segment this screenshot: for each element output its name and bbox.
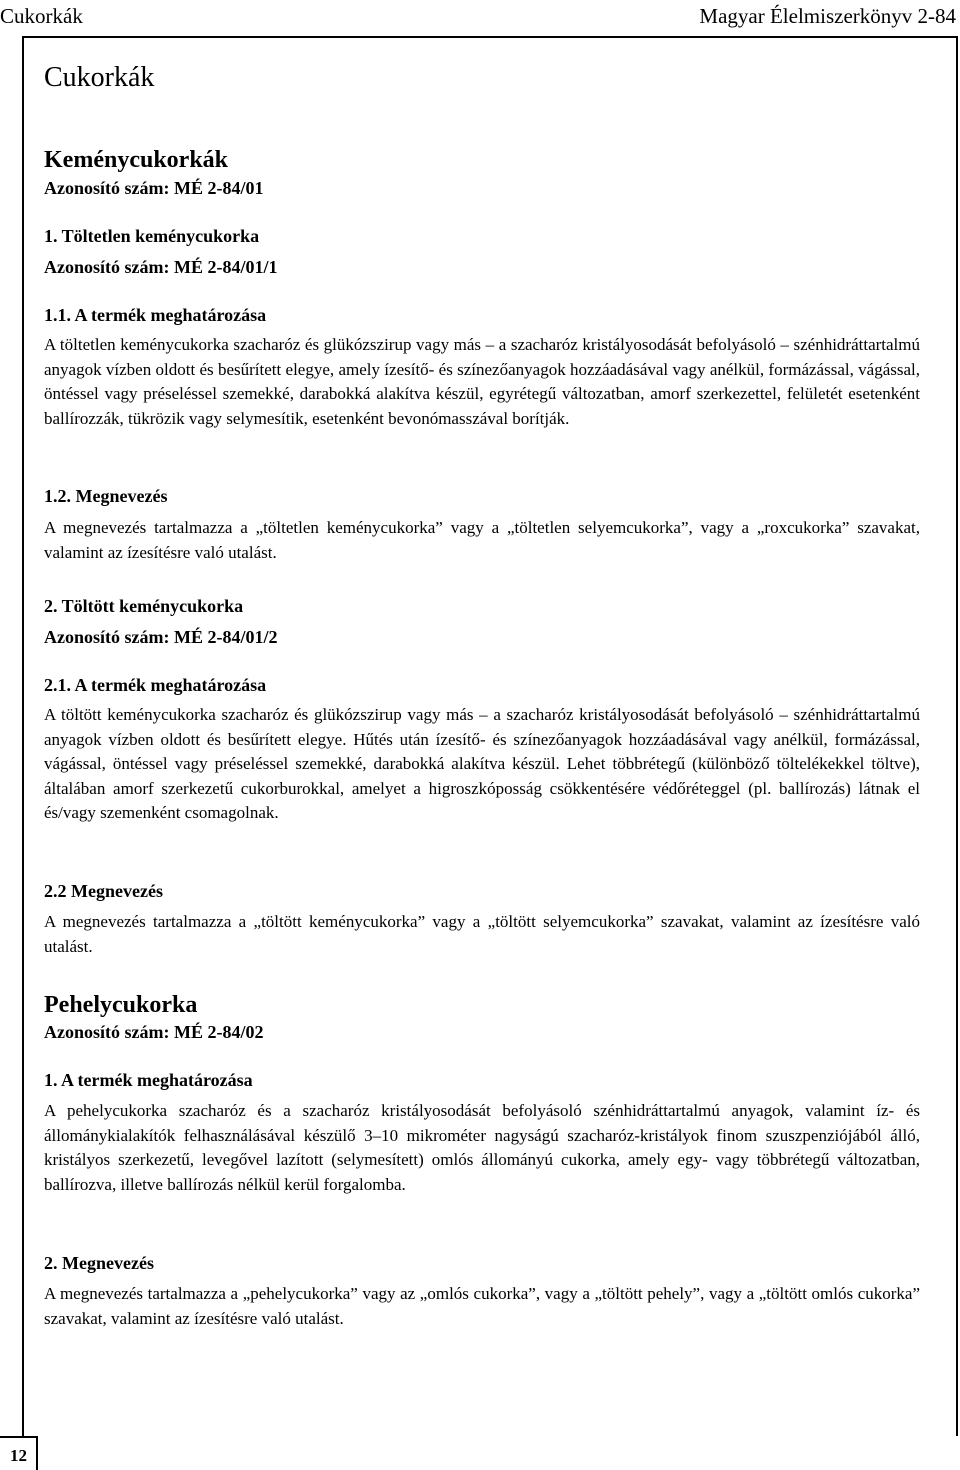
name-text-1-2: A megnevezés tartalmazza a „töltetlen keménycukorka” vagy a „töltetlen selyemcukorka”, vagy a „roxcukorka” szavakat, valamint az ízesítésre való utalást. — [44, 518, 920, 562]
document-title: Cukorkák — [44, 62, 155, 93]
name-text-p2: A megnevezés tartalmazza a „pehelycukorka” vagy az „omlós cukorka”, vagy a „töltött pehely”, vagy a „töltött omlós cukorka” szavakat, valamint az ízesítésre való utalást. — [44, 1284, 920, 1328]
subsection-heading-2: 2. Töltött keménycukorka — [44, 596, 244, 616]
definition-text-p1: A pehelycukorka szacharóz és a szacharóz kristályosodását befolyásoló szénhidráttartalmú anyagok, valamint íz- és állománykialakítók felhasználásával készülő 3–10 mikrométer nagyságú szacharóz-kristályok finom szuszpenziójából álló, kristályos szerkezetű, levegővel lazított (selymesített) omlós állományú cukorka, amely egy- vagy többrétegű változatban, ballírozva, illetve ballírozás nélkül kerül forgalomba. — [44, 1101, 920, 1194]
section-id-2: Azonosító szám: MÉ 2-84/02 — [44, 1022, 264, 1042]
name-text-2-2: A megnevezés tartalmazza a „töltött keménycukorka” vagy a „töltött selyemcukorka” szavakat, valamint az ízesítésre való utalást. — [44, 912, 920, 956]
subsection-id-2: Azonosító szám: MÉ 2-84/01/2 — [44, 627, 278, 647]
section-heading-kemenycukorkak: Keménycukorkák — [44, 147, 229, 173]
definition-heading-2-1: 2.1. A termék meghatározása — [44, 675, 267, 695]
definition-heading-p1: 1. A termék meghatározása — [44, 1070, 253, 1090]
name-heading-1-2: 1.2. Megnevezés — [44, 486, 168, 506]
section-heading-pehelycukorka: Pehelycukorka — [44, 992, 198, 1018]
name-heading-2-2: 2.2 Megnevezés — [44, 881, 163, 901]
page-number: 12 — [10, 1446, 27, 1465]
subsection-id-1: Azonosító szám: MÉ 2-84/01/1 — [44, 257, 278, 277]
section-id: Azonosító szám: MÉ 2-84/01 — [44, 178, 264, 198]
definition-text-1-1: A töltetlen keménycukorka szacharóz és glükózszirup vagy más – a szacharóz kristályosodását befolyásoló – szénhidráttartalmú anyagok vízben oldott és besűrített elegye, amely ízesítő- és színezőanyagok hozzáadásával vagy anélkül, formázással, vágással, öntéssel vagy préseléssel szemekké, darabokká alakítva készül, egyrétegű változatban, amorf szerkezettel, felületét esetenként ballírozzák, tükrözik vagy selymesítik, esetenként bevonómasszával borítják. — [44, 335, 920, 428]
name-heading-p2: 2. Megnevezés — [44, 1253, 154, 1273]
subsection-heading-1: 1. Töltetlen keménycukorka — [44, 226, 260, 246]
definition-text-2-1: A töltött keménycukorka szacharóz és glükózszirup vagy más – a szacharóz kristályosodását befolyásoló – szénhidráttartalmú anyagok vízben oldott és besűrített elegye. Hűtés után ízesítő- és színezőanyagok hozzáadásával vagy anélkül, formázással, vágással, öntéssel vagy préseléssel szemekké, darabokká alakítva készül. Lehet többrétegű (különböző töltelékekkel töltve), általában amorf szerkezetű cukorburokkal, amelyet a higroszkóposság csökkentésére védőréteggel (pl. ballírozás) látnak el és/vagy szemenként csomagolnak. — [44, 705, 920, 823]
running-header-book: Magyar Élelmiszerkönyv 2-84 — [699, 4, 956, 28]
running-header-title: Cukorkák — [0, 4, 83, 28]
definition-heading-1-1: 1.1. A termék meghatározása — [44, 305, 267, 325]
